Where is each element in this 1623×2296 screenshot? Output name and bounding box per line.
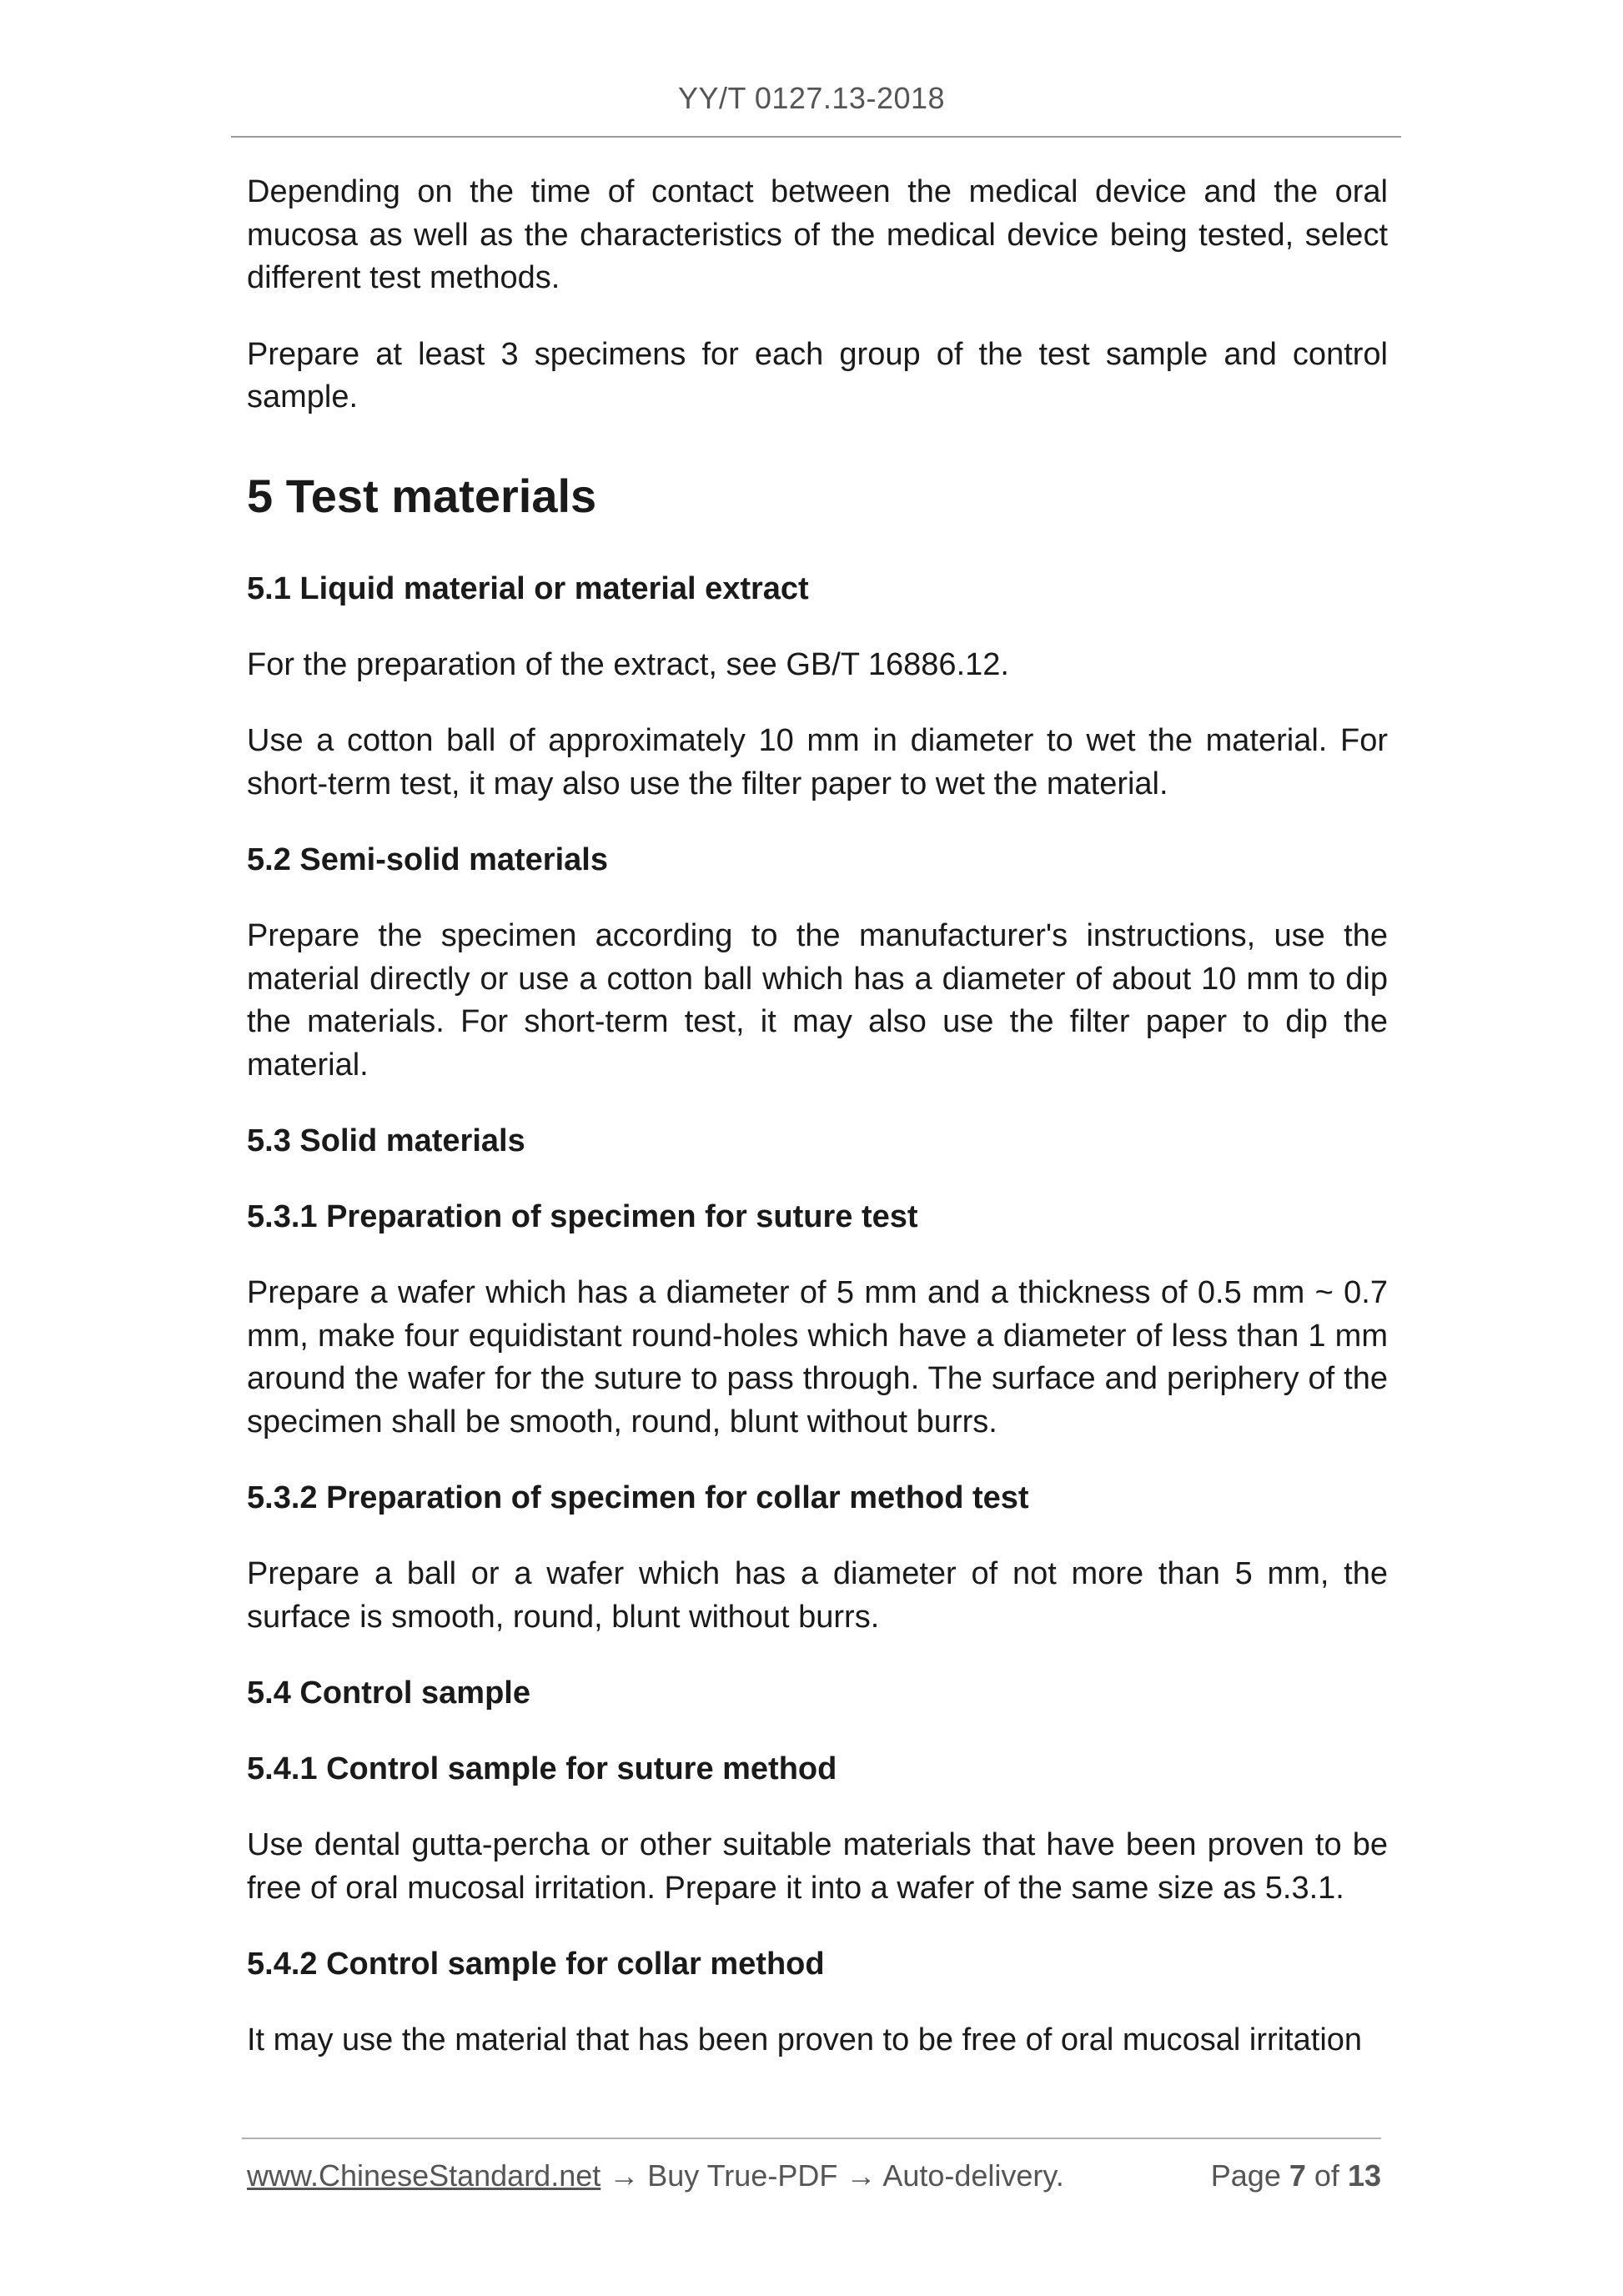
paragraph-test-method-selection: Depending on the time of contact between the medical device and the oral mucosa as well as the characteristics of the medical device being tested, select different test methods.: [247, 174, 1388, 295]
section-heading-5-3-2: 5.3.2 Preparation of specimen for collar method test: [247, 1480, 1029, 1515]
header-divider: [231, 136, 1401, 138]
section-heading-5-4: 5.4 Control sample: [247, 1676, 530, 1711]
paragraph-5-4-2: It may use the material that has been proven to be free of oral mucosal irritation: [247, 2022, 1363, 2057]
paragraph-5-3-1: Prepare a wafer which has a diameter of 5 mm and a thickness of 0.5 mm ~ 0.7 mm, make four equidistant round-holes which have a diameter of less than 1 mm around the wafer for the suture to pass through. The surface and periphery of the specimen shall be smooth, round, blunt without burrs.: [247, 1275, 1388, 1439]
page-label: Page: [1210, 2158, 1281, 2193]
section-heading-5-4-2: 5.4.2 Control sample for collar method: [247, 1947, 825, 1982]
total-page-number: 13: [1347, 2158, 1381, 2193]
section-heading-5-4-1: 5.4.1 Control sample for suture method: [247, 1751, 837, 1786]
of-label: of: [1314, 2158, 1339, 2193]
section-heading-5: 5 Test materials: [247, 469, 597, 522]
paragraph-specimen-count: Prepare at least 3 specimens for each group of the test sample and control sample.: [247, 336, 1388, 414]
paragraph-5-4-1: Use dental gutta-percha or other suitable materials that have been proven to be free of oral mucosal irritation. Prepare it into a wafer of the same size as 5.3.1.: [247, 1827, 1388, 1906]
footer-promo-text: → Buy True-PDF → Auto-delivery.: [600, 2158, 1064, 2193]
site-link[interactable]: www.ChineseStandard.net: [247, 2158, 601, 2193]
section-heading-5-3: 5.3 Solid materials: [247, 1123, 525, 1158]
current-page-number: 7: [1289, 2158, 1306, 2193]
section-heading-5-2: 5.2 Semi-solid materials: [247, 842, 608, 877]
paragraph-5-1-cotton-ball: Use a cotton ball of approximately 10 mm in diameter to wet the material. For short-term test, it may also use the filter paper to wet the material.: [247, 723, 1388, 801]
paragraph-5-2: Prepare the specimen according to the manufacturer's instructions, use the material directly or use a cotton ball which has a diameter of about 10 mm to dip the materials. For short-term test, it may also use the filter paper to dip the material.: [247, 918, 1388, 1083]
document-header-standard-number: YY/T 0127.13-2018: [677, 81, 946, 115]
paragraph-5-3-2: Prepare a ball or a wafer which has a diameter of not more than 5 mm, the surface is smooth, round, blunt without burrs.: [247, 1556, 1388, 1635]
section-heading-5-3-1: 5.3.1 Preparation of specimen for suture test: [247, 1199, 918, 1234]
document-body: [247, 171, 1388, 2096]
footer-promo: [247, 2158, 1064, 2193]
page-indicator: [1211, 2158, 1381, 2193]
paragraph-5-1-extract: For the preparation of the extract, see GB/T 16886.12.: [247, 646, 1009, 682]
footer-divider: [242, 2138, 1381, 2139]
section-heading-5-1: 5.1 Liquid material or material extract: [247, 570, 809, 606]
